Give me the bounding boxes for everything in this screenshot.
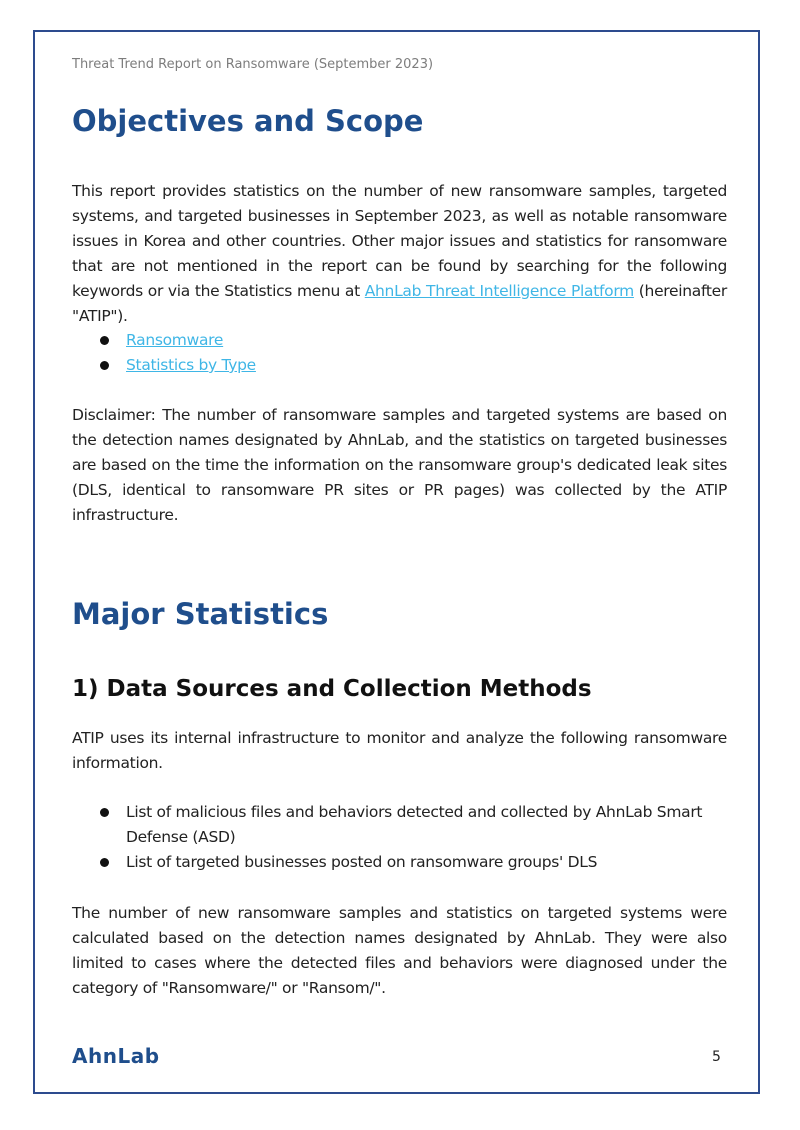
statistics-by-type-link[interactable]: Statistics by Type bbox=[126, 356, 256, 374]
list-item bbox=[72, 353, 727, 378]
section-title-major-statistics: Major Statistics bbox=[72, 597, 329, 631]
disclaimer-paragraph: Disclaimer: The number of ransomware samples and targeted systems are based on the detection names designated by AhnLab, and the statistics on targeted businesses are based on the time the information on the ransomware group's dedicated leak sites (DLS, identical to ransomware PR sites or PR pages) was collected by the ATIP infrastructure. bbox=[72, 406, 727, 524]
atip-link[interactable]: AhnLab Threat Intelligence Platform bbox=[364, 282, 634, 300]
running-header: Threat Trend Report on Ransomware (September 2023) bbox=[72, 57, 434, 72]
ransomware-link[interactable]: Ransomware bbox=[126, 331, 224, 349]
keyword-link-list bbox=[72, 328, 727, 378]
intro-paragraph bbox=[72, 179, 727, 329]
closing-paragraph: The number of new ransomware samples and statistics on targeted systems were calculated based on the detection names designated by AhnLab. They were also limited to cases where the detected files and behaviors were diagnosed under the category of "Ransomware/" or "Ransom/". bbox=[72, 904, 727, 997]
section-title-objectives: Objectives and Scope bbox=[72, 104, 424, 138]
bullet-text: List of targeted businesses posted on ransomware groups' DLS bbox=[126, 853, 598, 871]
subsection-title-data-sources: 1) Data Sources and Collection Methods bbox=[72, 676, 592, 702]
bullet-icon bbox=[100, 336, 109, 345]
list-item bbox=[72, 328, 727, 353]
bullet-icon bbox=[100, 808, 109, 817]
bullet-text: List of malicious files and behaviors detected and collected by AhnLab Smart Defense (ASD) bbox=[126, 803, 703, 846]
page-number: 5 bbox=[712, 1049, 721, 1065]
intro-after-text: (hereinafter "ATIP"). bbox=[72, 282, 727, 325]
list-item bbox=[72, 850, 727, 875]
list-item bbox=[72, 800, 727, 850]
bullet-icon bbox=[100, 858, 109, 867]
ahnlab-logo: AhnLab bbox=[72, 1044, 160, 1068]
data-sources-list bbox=[72, 800, 727, 875]
bullet-icon bbox=[100, 361, 109, 370]
data-sources-intro: ATIP uses its internal infrastructure to monitor and analyze the following ransomware information. bbox=[72, 729, 727, 772]
intro-text: This report provides statistics on the number of new ransomware samples, targeted systems, and targeted businesses in September 2023, as well as notable ransomware issues in Korea and other countries. Other major issues and statistics for ransomware that are not mentioned in the report can be found by searching for the following keywords or via the Statistics menu at bbox=[72, 182, 727, 300]
